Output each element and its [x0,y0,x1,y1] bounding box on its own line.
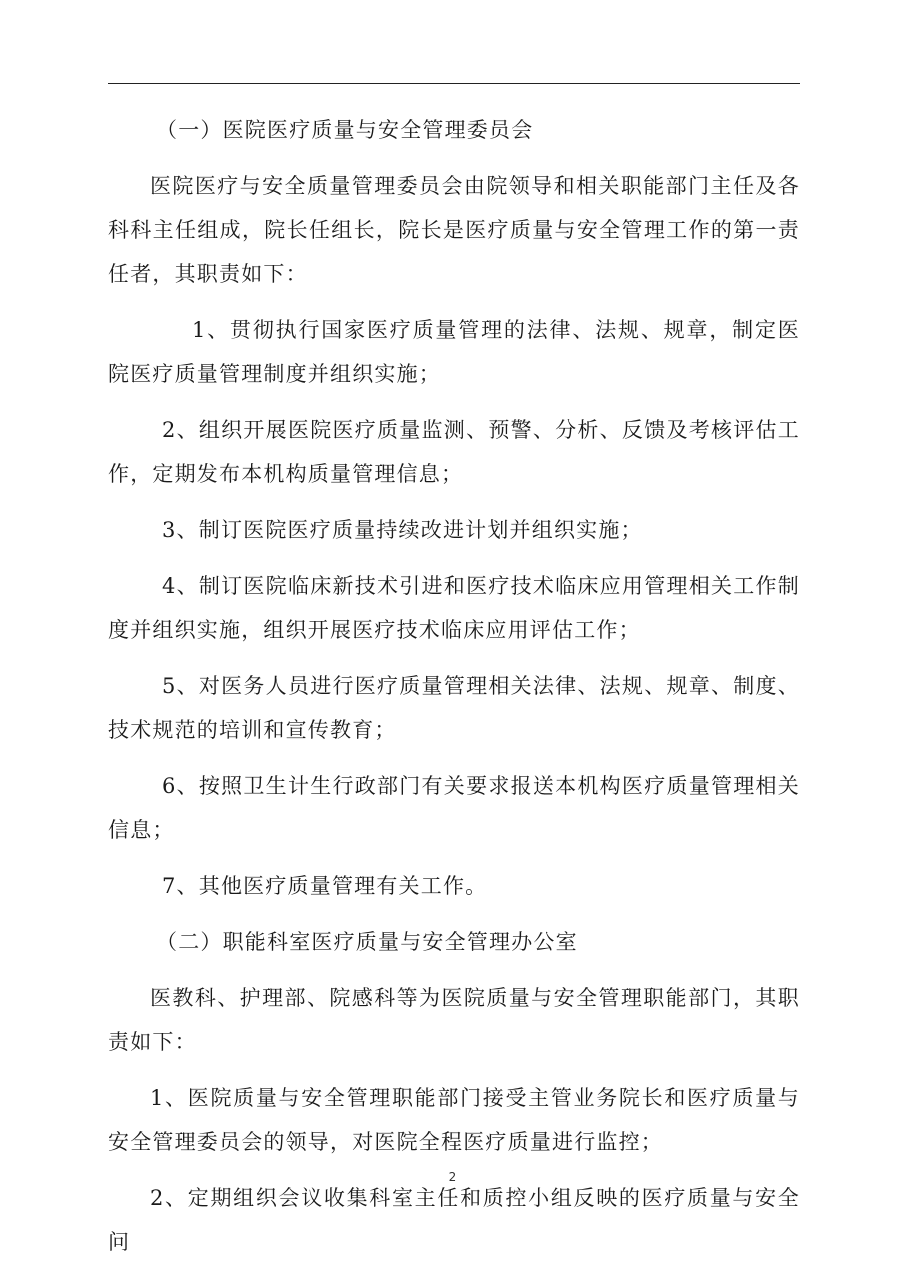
paragraph-item-1-1: 1、贯彻执行国家医疗质量管理的法律、法规、规章，制定医院医疗质量管理制度并组织实施； [108,318,800,386]
paragraph-item-1-5: 5、对医务人员进行医疗质量管理相关法律、法规、规章、制度、技术规范的培训和宣传教育； [108,674,800,742]
paragraph-heading-2: （二）职能科室医疗质量与安全管理办公室 [156,930,578,954]
paragraph-item-2-1: 1、医院质量与安全管理职能部门接受主管业务院长和医疗质量与安全管理委员会的领导，对医院全程医疗质量进行监控； [108,1086,800,1154]
header-rule [108,83,800,84]
paragraph-intro-1: 医院医疗与安全质量管理委员会由院领导和相关职能部门主任及各科科主任组成，院长任组长，院长是医疗质量与安全管理工作的第一责任者，其职责如下： [108,174,800,286]
paragraph-heading-1: （一）医院医疗质量与安全管理委员会 [156,118,534,142]
paragraph-item-1-6: 6、按照卫生计生行政部门有关要求报送本机构医疗质量管理相关信息； [108,774,800,842]
paragraph-item-1-7: 7、其他医疗质量管理有关工作。 [162,874,488,898]
paragraph-intro-2: 医教科、护理部、院感科等为医院质量与安全管理职能部门，其职责如下： [108,986,800,1054]
paragraph-item-1-4: 4、制订医院临床新技术引进和医疗技术临床应用管理相关工作制度并组织实施，组织开展医疗技术临床应用评估工作； [108,574,800,642]
paragraph-item-1-2: 2、组织开展医院医疗质量监测、预警、分析、反馈及考核评估工作，定期发布本机构质量管理信息； [108,418,800,486]
page-number: 2 [448,1170,457,1184]
paragraph-item-1-3: 3、制订医院医疗质量持续改进计划并组织实施； [162,518,643,542]
paragraph-item-2-2: 2、定期组织会议收集科室主任和质控小组反映的医疗质量与安全问 [108,1186,800,1254]
document-body [108,108,800,1264]
